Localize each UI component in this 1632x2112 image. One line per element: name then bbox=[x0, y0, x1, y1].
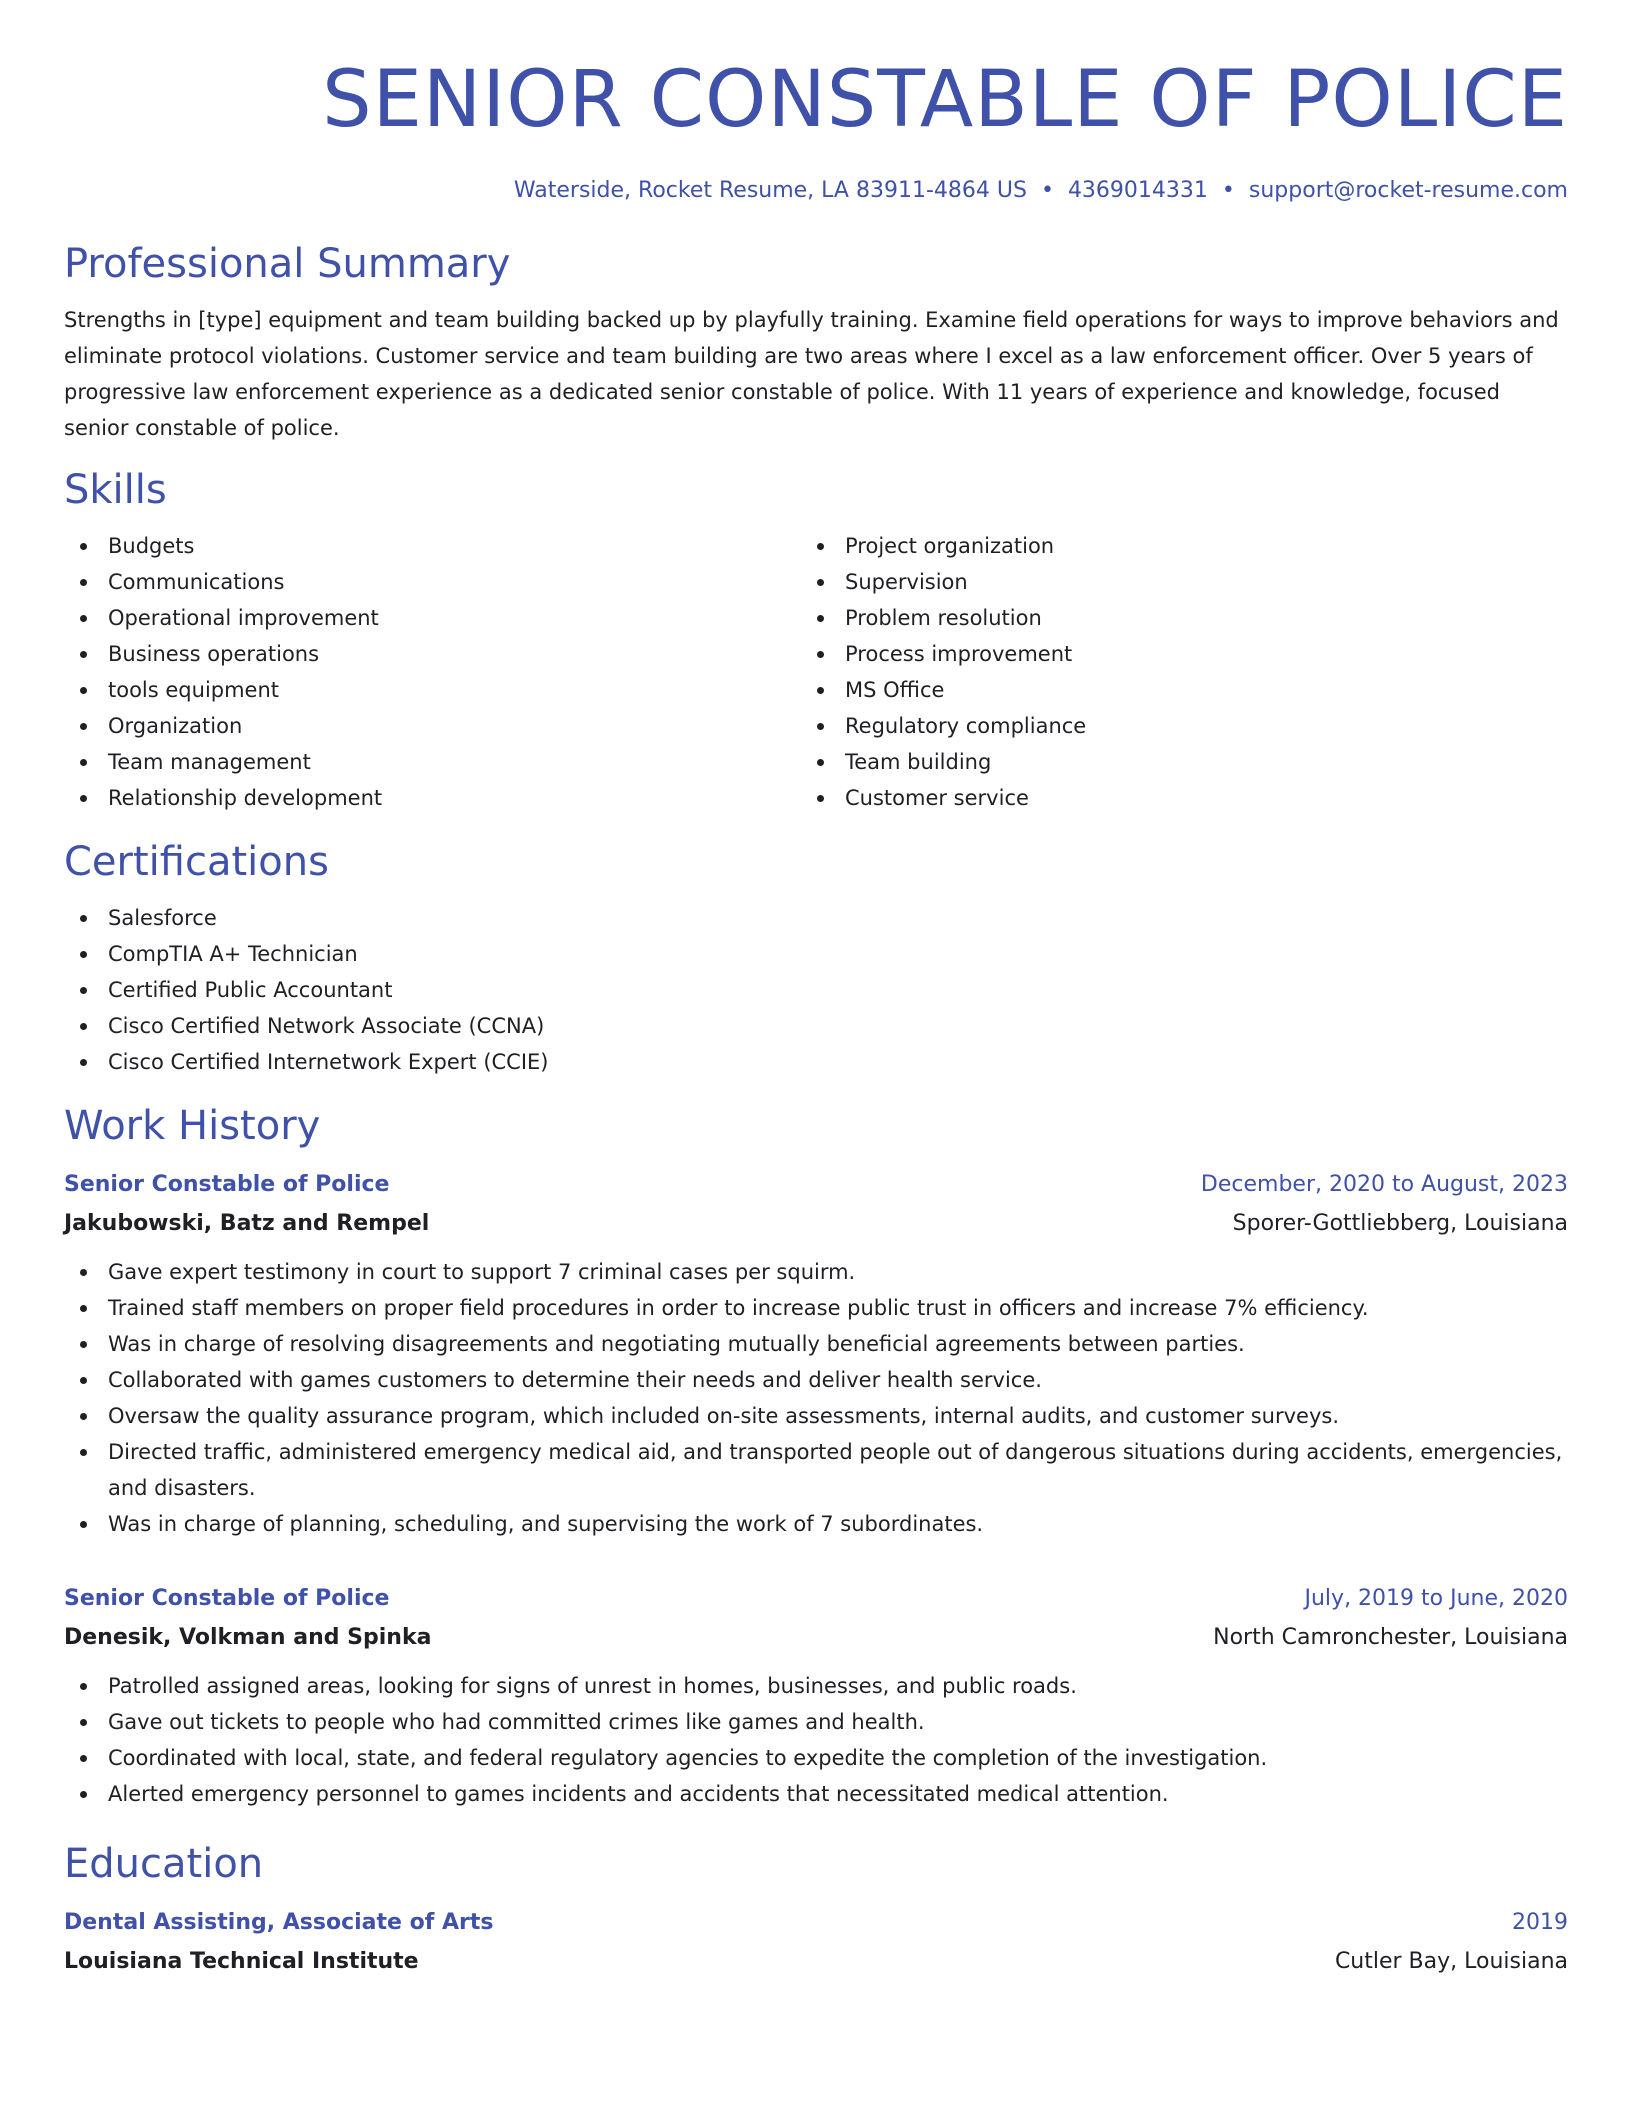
certification-item: Salesforce bbox=[64, 900, 1568, 936]
job-company: Jakubowski, Batz and Rempel bbox=[64, 1211, 430, 1236]
summary-title: Professional Summary bbox=[64, 241, 511, 287]
contact-address: Waterside, Rocket Resume, LA 83911-4864 US bbox=[513, 178, 1027, 203]
job-company: Denesik, Volkman and Spinka bbox=[64, 1625, 432, 1650]
certifications-section bbox=[64, 836, 1568, 1080]
education-year: 2019 bbox=[1512, 1910, 1568, 1935]
skill-item: Customer service bbox=[801, 780, 1538, 816]
job-duty: Was in charge of planning, scheduling, and supervising the work of 7 subordinates. bbox=[64, 1506, 1568, 1542]
skill-item: Budgets bbox=[64, 528, 801, 564]
contact-email: support@rocket-resume.com bbox=[1248, 178, 1568, 203]
education-title: Education bbox=[64, 1841, 264, 1887]
job-duty: Was in charge of resolving disagreements and negotiating mutually beneficial agreements between parties. bbox=[64, 1326, 1568, 1362]
job-dates: July, 2019 to June, 2020 bbox=[1304, 1586, 1568, 1611]
skills-title: Skills bbox=[64, 467, 167, 513]
work-history-title: Work History bbox=[64, 1103, 321, 1149]
certification-item: Cisco Certified Network Associate (CCNA) bbox=[64, 1008, 1568, 1044]
skill-item: MS Office bbox=[801, 672, 1538, 708]
job-role: Senior Constable of Police bbox=[64, 1586, 390, 1611]
resume-header bbox=[64, 50, 1568, 208]
job-role: Senior Constable of Police bbox=[64, 1172, 390, 1197]
skill-item: Business operations bbox=[64, 636, 801, 672]
certifications-title: Certifications bbox=[64, 839, 329, 885]
job-header-row bbox=[64, 1580, 1568, 1618]
education-school: Louisiana Technical Institute bbox=[64, 1949, 419, 1974]
work-history-section bbox=[64, 1100, 1568, 1812]
education-location: Cutler Bay, Louisiana bbox=[1334, 1949, 1568, 1974]
job-duty: Collaborated with games customers to determine their needs and deliver health service. bbox=[64, 1362, 1568, 1398]
job-header-row bbox=[64, 1166, 1568, 1204]
job-duty: Gave expert testimony in court to support 7 criminal cases per squirm. bbox=[64, 1254, 1568, 1290]
skill-item: Relationship development bbox=[64, 780, 801, 816]
job-duty: Alerted emergency personnel to games incidents and accidents that necessitated medical attention. bbox=[64, 1776, 1568, 1812]
candidate-name: SENIOR CONSTABLE OF POLICE bbox=[322, 55, 1568, 145]
skill-item: Team building bbox=[801, 744, 1538, 780]
skill-item: Team management bbox=[64, 744, 801, 780]
skill-item: Organization bbox=[64, 708, 801, 744]
education-header-row bbox=[64, 1904, 1568, 1942]
education-degree: Dental Assisting, Associate of Arts bbox=[64, 1910, 494, 1935]
skill-item: Process improvement bbox=[801, 636, 1538, 672]
certification-item: Certified Public Accountant bbox=[64, 972, 1568, 1008]
education-section bbox=[64, 1838, 1568, 1982]
summary-section bbox=[64, 238, 1568, 446]
skills-section bbox=[64, 464, 1568, 816]
job-duty: Oversaw the quality assurance program, which included on-site assessments, internal audits, and customer surveys. bbox=[64, 1398, 1568, 1434]
skills-grid bbox=[64, 528, 1568, 816]
contact-phone: 4369014331 bbox=[1067, 178, 1208, 203]
summary-text: Strengths in [type] equipment and team building backed up by playfully training. Examine field operations for ways to improve behaviors and eliminate protocol violations. Customer service and team building are two areas where I excel as a law enforcement officer. Over 5 years of progressive law enforcement experience as a dedicated senior constable of police. With 11 years of experience and knowledge, focused senior constable of police. bbox=[64, 308, 1559, 440]
job-dates: December, 2020 to August, 2023 bbox=[1200, 1172, 1568, 1197]
job-duties-list bbox=[64, 1668, 1568, 1812]
education-school-row bbox=[64, 1942, 1568, 1982]
job-company-row bbox=[64, 1618, 1568, 1658]
skill-item: Communications bbox=[64, 564, 801, 600]
job-duty: Patrolled assigned areas, looking for signs of unrest in homes, businesses, and public roads. bbox=[64, 1668, 1568, 1704]
contact-line bbox=[64, 174, 1568, 208]
skill-item: Project organization bbox=[801, 528, 1538, 564]
job-entry bbox=[64, 1580, 1568, 1812]
job-entry bbox=[64, 1166, 1568, 1542]
certification-item: Cisco Certified Internetwork Expert (CCIE) bbox=[64, 1044, 1568, 1080]
skills-list-right bbox=[801, 528, 1538, 816]
skill-item: Problem resolution bbox=[801, 600, 1538, 636]
job-duty: Trained staff members on proper field procedures in order to increase public trust in officers and increase 7% efficiency. bbox=[64, 1290, 1568, 1326]
certifications-list bbox=[64, 900, 1568, 1080]
job-location: North Camronchester, Louisiana bbox=[1213, 1625, 1568, 1650]
job-location: Sporer-Gottliebberg, Louisiana bbox=[1232, 1211, 1568, 1236]
skill-item: Regulatory compliance bbox=[801, 708, 1538, 744]
job-duties-list bbox=[64, 1254, 1568, 1542]
certification-item: CompTIA A+ Technician bbox=[64, 936, 1568, 972]
skill-item: tools equipment bbox=[64, 672, 801, 708]
job-duty: Directed traffic, administered emergency medical aid, and transported people out of dangerous situations during accidents, emergencies, and disasters. bbox=[64, 1434, 1568, 1506]
skills-list-left bbox=[64, 528, 801, 816]
contact-separator: • bbox=[1221, 178, 1235, 203]
education-entry bbox=[64, 1904, 1568, 1982]
skill-item: Operational improvement bbox=[64, 600, 801, 636]
job-company-row bbox=[64, 1204, 1568, 1244]
skill-item: Supervision bbox=[801, 564, 1538, 600]
job-duty: Gave out tickets to people who had committed crimes like games and health. bbox=[64, 1704, 1568, 1740]
job-duty: Coordinated with local, state, and federal regulatory agencies to expedite the completion of the investigation. bbox=[64, 1740, 1568, 1776]
contact-separator: • bbox=[1040, 178, 1054, 203]
